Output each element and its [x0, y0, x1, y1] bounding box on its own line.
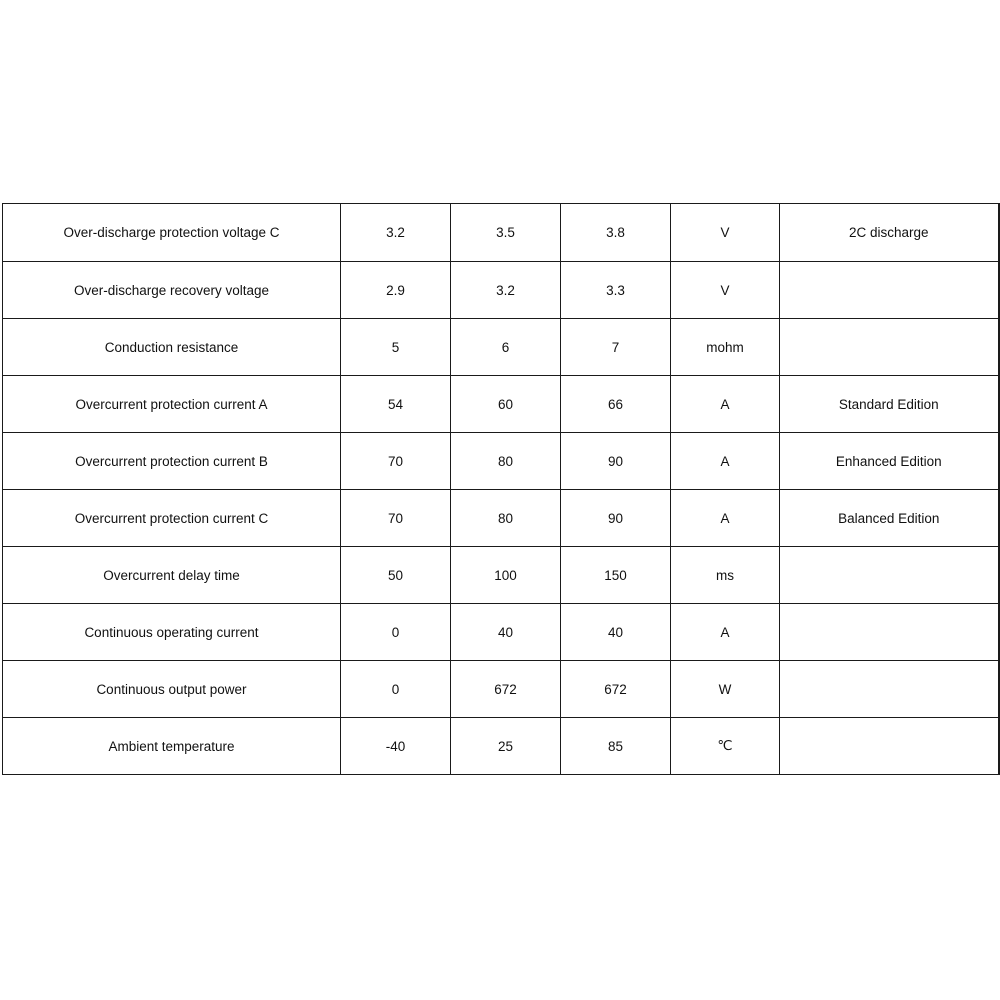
remark-cell: Balanced Edition — [780, 490, 999, 547]
unit-cell: W — [671, 661, 780, 718]
unit-cell: V — [671, 262, 780, 319]
min-value-cell: 70 — [341, 433, 451, 490]
typ-value-cell: 672 — [451, 661, 561, 718]
min-value-cell: 3.2 — [341, 204, 451, 262]
remark-cell — [780, 319, 999, 376]
parameter-cell: Ambient temperature — [3, 718, 341, 775]
min-value-cell: -40 — [341, 718, 451, 775]
min-value-cell: 70 — [341, 490, 451, 547]
table-row — [3, 204, 999, 262]
unit-cell: V — [671, 204, 780, 262]
remark-cell: Standard Edition — [780, 376, 999, 433]
max-value-cell: 90 — [561, 433, 671, 490]
remark-cell — [780, 661, 999, 718]
parameter-cell: Overcurrent protection current C — [3, 490, 341, 547]
parameter-cell: Conduction resistance — [3, 319, 341, 376]
parameter-cell: Overcurrent protection current B — [3, 433, 341, 490]
unit-cell: ms — [671, 547, 780, 604]
min-value-cell: 2.9 — [341, 262, 451, 319]
table-row — [3, 661, 999, 718]
typ-value-cell: 60 — [451, 376, 561, 433]
parameter-cell: Overcurrent protection current A — [3, 376, 341, 433]
typ-value-cell: 6 — [451, 319, 561, 376]
max-value-cell: 7 — [561, 319, 671, 376]
table-row — [3, 490, 999, 547]
parameter-cell: Over-discharge protection voltage C — [3, 204, 341, 262]
min-value-cell: 50 — [341, 547, 451, 604]
max-value-cell: 90 — [561, 490, 671, 547]
table-row — [3, 604, 999, 661]
remark-cell — [780, 547, 999, 604]
unit-cell: mohm — [671, 319, 780, 376]
table-row — [3, 376, 999, 433]
parameter-cell: Over-discharge recovery voltage — [3, 262, 341, 319]
max-value-cell: 3.8 — [561, 204, 671, 262]
remark-cell: 2C discharge — [780, 204, 999, 262]
typ-value-cell: 40 — [451, 604, 561, 661]
max-value-cell: 85 — [561, 718, 671, 775]
max-value-cell: 3.3 — [561, 262, 671, 319]
typ-value-cell: 100 — [451, 547, 561, 604]
min-value-cell: 54 — [341, 376, 451, 433]
unit-cell: A — [671, 433, 780, 490]
min-value-cell: 0 — [341, 604, 451, 661]
unit-cell: A — [671, 376, 780, 433]
max-value-cell: 66 — [561, 376, 671, 433]
max-value-cell: 40 — [561, 604, 671, 661]
table-row — [3, 433, 999, 490]
typ-value-cell: 25 — [451, 718, 561, 775]
typ-value-cell: 80 — [451, 490, 561, 547]
table-row — [3, 262, 999, 319]
remark-cell — [780, 604, 999, 661]
table-row — [3, 547, 999, 604]
remark-cell: Enhanced Edition — [780, 433, 999, 490]
min-value-cell: 0 — [341, 661, 451, 718]
spec-table — [2, 203, 1000, 775]
typ-value-cell: 3.2 — [451, 262, 561, 319]
max-value-cell: 150 — [561, 547, 671, 604]
remark-cell — [780, 262, 999, 319]
unit-cell: A — [671, 604, 780, 661]
table-row — [3, 319, 999, 376]
parameter-cell: Overcurrent delay time — [3, 547, 341, 604]
unit-cell: A — [671, 490, 780, 547]
table-row — [3, 718, 999, 775]
max-value-cell: 672 — [561, 661, 671, 718]
parameter-cell: Continuous operating current — [3, 604, 341, 661]
typ-value-cell: 3.5 — [451, 204, 561, 262]
unit-cell: ℃ — [671, 718, 780, 775]
typ-value-cell: 80 — [451, 433, 561, 490]
parameter-cell: Continuous output power — [3, 661, 341, 718]
remark-cell — [780, 718, 999, 775]
min-value-cell: 5 — [341, 319, 451, 376]
